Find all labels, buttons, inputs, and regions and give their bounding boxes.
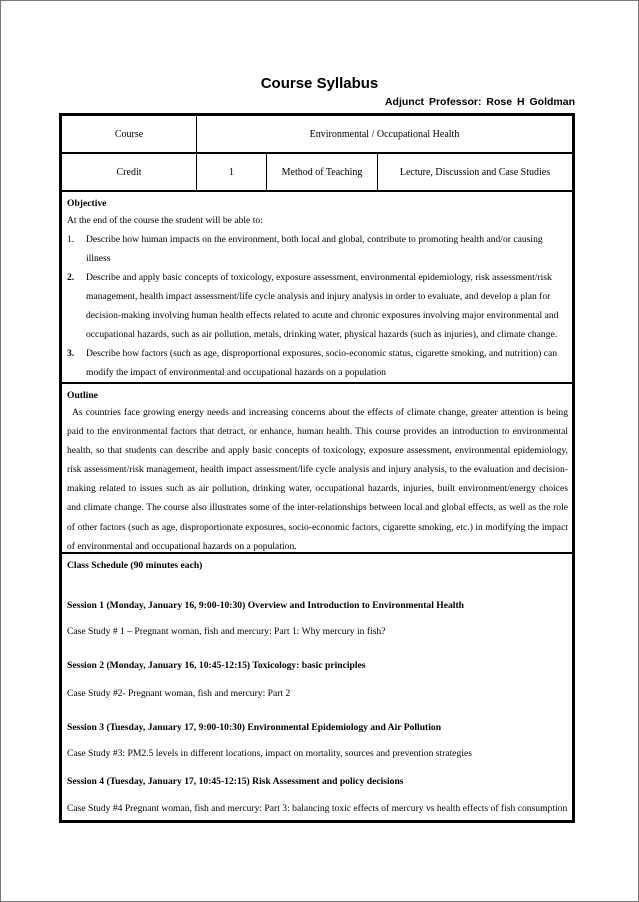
session-title: Session 2 (Monday, January 16, 10:45-12:15) Toxicology: basic principles [67, 660, 366, 671]
course-label: Course [62, 116, 197, 152]
objective-heading: Objective [67, 198, 107, 209]
credit-label: Credit [62, 154, 197, 190]
objective-num: 2. [67, 272, 75, 283]
objective-text: Describe how human impacts on the environment, both local and global, contribute to promoting health and/or causing illness [86, 234, 543, 264]
session-title: Session 1 (Monday, January 16, 9:00-10:30) Overview and Introduction to Environmental Health [67, 600, 465, 611]
method-value: Lecture, Discussion and Case Studies [399, 166, 551, 178]
session-case: Case Study #3: PM2.5 levels in different locations, impact on mortality, sources and prevention strategies [67, 748, 472, 759]
objective-text: Describe how factors (such as age, disproportional exposures, socio-economic status, cigarette smoking, and nutrition) can modify the impact of environmental and occupational hazards on a population [86, 348, 558, 378]
syllabus-box [59, 113, 575, 823]
method-label: Method of Teaching [267, 154, 378, 190]
objective-text: Describe and apply basic concepts of toxicology, exposure assessment, environmental epidemiology, risk assessment/risk management, health impact assessment/life cycle analysis and injury analysis in order to evaluate, and develop a plan for decision-making involving human health effects related to acute and chronic exposures involving major environmental and occupational hazards, such as air pollution, metals, drinking water, physical hazards (such as injuries), and climate change. [86, 272, 559, 340]
objective-item [67, 268, 568, 344]
outline-text: As countries face growing energy needs and increasing concerns about the effects of climate change, greater attention is being paid to the environmental factors that detract, or enhance, human health. This course provides an introduction to environmental health, so that students can describe and apply basic concepts of toxicology, exposure assessment, environmental epidemiology, risk assessment/risk management, health impact assessment/life cycle analysis and injury analysis, to the evaluation and decision-making related to issues such as air pollution, drinking water, occupational hazards, injuries, built environment/energy choices and climate change. The course also illustrates some of the inter-relationships between local and global effects, as well as the role of other factors (such as age, disproportionate exposures, socio-economic factors, cigarette smoking, etc.) in modifying the impact of environmental and occupational hazards on a population. [67, 407, 568, 552]
objective-item [67, 230, 568, 268]
credit-value: 1 [197, 154, 267, 190]
credit-row [62, 154, 572, 192]
outline-heading: Outline [67, 390, 98, 401]
course-row [62, 116, 572, 154]
objective-num: 1. [67, 234, 75, 245]
outline-section [62, 384, 572, 554]
schedule-heading: Class Schedule (90 minutes each) [67, 560, 203, 571]
course-value: Environmental / Occupational Health [309, 128, 460, 140]
session-title: Session 4 (Tuesday, January 17, 10:45-12:15) Risk Assessment and policy decisions [67, 776, 404, 787]
professor-line: Adjunct Professor: Rose H Goldman [384, 96, 575, 108]
session-case: Case Study #4 Pregnant woman, fish and mercury: Part 3: balancing toxic effects of mercury vs health effects of fish consumption [67, 803, 568, 814]
objective-num: 3. [67, 348, 75, 359]
schedule-section [62, 554, 572, 818]
session-title: Session 3 (Tuesday, January 17, 9:00-10:30) Environmental Epidemiology and Air Pollution [67, 722, 442, 733]
session-case: Case Study # 1 – Pregnant woman, fish and mercury: Part 1: Why mercury in fish? [67, 626, 386, 637]
objective-intro: At the end of the course the student will be able to: [67, 215, 263, 226]
session-case: Case Study #2- Pregnant woman, fish and mercury: Part 2 [67, 688, 291, 699]
page-title: Course Syllabus [260, 75, 379, 92]
objective-item [67, 344, 568, 382]
objective-section [62, 192, 572, 384]
